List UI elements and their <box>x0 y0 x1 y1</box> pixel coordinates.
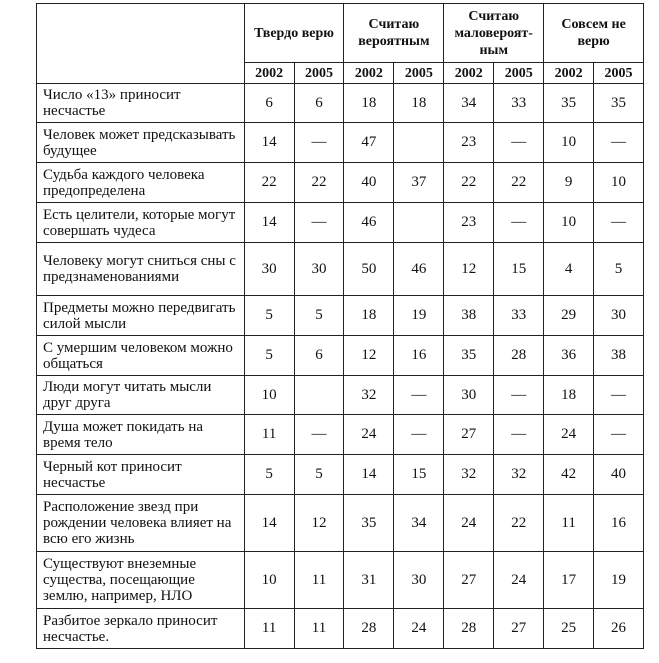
value-cell: 47 <box>344 123 394 163</box>
year-header: 2005 <box>494 63 544 84</box>
table-row <box>37 609 644 649</box>
value-cell: 24 <box>444 495 494 552</box>
row-label: Расположение звезд при рождении человека влияет на всю его жизнь <box>37 495 245 552</box>
value-cell: 11 <box>244 415 294 455</box>
value-cell: — <box>594 123 644 163</box>
value-cell: 10 <box>244 376 294 415</box>
table-row <box>37 552 644 609</box>
value-cell: 28 <box>344 609 394 649</box>
value-cell: 5 <box>294 455 344 495</box>
table-body <box>37 84 644 649</box>
value-cell: — <box>394 376 444 415</box>
row-label: Человек может предсказывать будущее <box>37 123 245 163</box>
value-cell: 9 <box>544 163 594 203</box>
value-cell: 31 <box>344 552 394 609</box>
year-header: 2002 <box>544 63 594 84</box>
value-cell: 35 <box>444 336 494 376</box>
value-cell: 25 <box>544 609 594 649</box>
value-cell: 23 <box>444 123 494 163</box>
value-cell: 5 <box>594 243 644 296</box>
value-cell: 6 <box>294 336 344 376</box>
value-cell: 10 <box>594 163 644 203</box>
value-cell: 28 <box>444 609 494 649</box>
table-row <box>37 243 644 296</box>
value-cell: 18 <box>544 376 594 415</box>
row-label: Число «13» приносит несчастье <box>37 84 245 123</box>
survey-table <box>36 3 644 649</box>
value-cell: 5 <box>244 296 294 336</box>
value-cell: 22 <box>494 163 544 203</box>
value-cell: 32 <box>344 376 394 415</box>
value-cell: 14 <box>344 455 394 495</box>
table-row <box>37 123 644 163</box>
value-cell: 24 <box>494 552 544 609</box>
value-cell: — <box>294 415 344 455</box>
value-cell: 30 <box>444 376 494 415</box>
value-cell: 5 <box>294 296 344 336</box>
value-cell: 24 <box>394 609 444 649</box>
value-cell: 27 <box>444 552 494 609</box>
value-cell: 22 <box>444 163 494 203</box>
table-row <box>37 84 644 123</box>
value-cell: 24 <box>344 415 394 455</box>
table-row <box>37 296 644 336</box>
value-cell: 40 <box>344 163 394 203</box>
value-cell: — <box>394 415 444 455</box>
value-cell: 38 <box>444 296 494 336</box>
value-cell: 10 <box>544 203 594 243</box>
year-header: 2002 <box>244 63 294 84</box>
value-cell: 22 <box>294 163 344 203</box>
table-row <box>37 376 644 415</box>
value-cell: — <box>494 415 544 455</box>
corner-cell <box>37 4 245 84</box>
row-label: Душа может покидать на время тело <box>37 415 245 455</box>
value-cell: 14 <box>244 495 294 552</box>
value-cell: 22 <box>494 495 544 552</box>
value-cell: 35 <box>544 84 594 123</box>
value-cell: — <box>494 203 544 243</box>
value-cell: — <box>494 376 544 415</box>
value-cell: 50 <box>344 243 394 296</box>
value-cell: 26 <box>594 609 644 649</box>
value-cell: 12 <box>344 336 394 376</box>
value-cell: 11 <box>294 609 344 649</box>
value-cell: 14 <box>244 123 294 163</box>
value-cell: 30 <box>244 243 294 296</box>
value-cell: — <box>594 203 644 243</box>
value-cell: 12 <box>444 243 494 296</box>
value-cell: 30 <box>594 296 644 336</box>
value-cell: 18 <box>344 296 394 336</box>
table-row <box>37 455 644 495</box>
value-cell: 33 <box>494 84 544 123</box>
value-cell: 14 <box>244 203 294 243</box>
row-label: Предметы можно передвигать силой мысли <box>37 296 245 336</box>
value-cell: 6 <box>244 84 294 123</box>
row-label: Человеку могут сниться сны с предзнаменованиями <box>37 243 245 296</box>
value-cell: — <box>594 415 644 455</box>
value-cell: 19 <box>394 296 444 336</box>
value-cell: 17 <box>544 552 594 609</box>
value-cell: 10 <box>544 123 594 163</box>
value-cell: 27 <box>444 415 494 455</box>
value-cell: 23 <box>444 203 494 243</box>
year-header: 2005 <box>294 63 344 84</box>
value-cell: 22 <box>244 163 294 203</box>
group-header: Считаю вероятным <box>344 4 444 63</box>
value-cell: 35 <box>594 84 644 123</box>
value-cell: — <box>494 123 544 163</box>
row-label: Судьба каждого человека предопределена <box>37 163 245 203</box>
row-label: С умершим человеком можно общаться <box>37 336 245 376</box>
value-cell: 15 <box>494 243 544 296</box>
group-header: Совсем не верю <box>544 4 644 63</box>
value-cell: — <box>294 123 344 163</box>
value-cell: 30 <box>294 243 344 296</box>
row-label: Существуют внеземные существа, посещающие землю, например, НЛО <box>37 552 245 609</box>
table-row <box>37 163 644 203</box>
value-cell: 34 <box>394 495 444 552</box>
value-cell: 5 <box>244 336 294 376</box>
row-label: Люди могут читать мысли друг друга <box>37 376 245 415</box>
group-header: Твердо верю <box>244 4 344 63</box>
table-row <box>37 203 644 243</box>
value-cell: 42 <box>544 455 594 495</box>
value-cell: 32 <box>494 455 544 495</box>
value-cell: 18 <box>344 84 394 123</box>
row-label: Разбитое зеркало приносит несчастье. <box>37 609 245 649</box>
value-cell: 11 <box>294 552 344 609</box>
value-cell: — <box>294 203 344 243</box>
value-cell: 32 <box>444 455 494 495</box>
value-cell <box>294 376 344 415</box>
value-cell: 29 <box>544 296 594 336</box>
value-cell: 6 <box>294 84 344 123</box>
value-cell: 40 <box>594 455 644 495</box>
value-cell: 19 <box>594 552 644 609</box>
year-header: 2002 <box>444 63 494 84</box>
value-cell: 46 <box>344 203 394 243</box>
value-cell: 4 <box>544 243 594 296</box>
year-header: 2005 <box>394 63 444 84</box>
value-cell: 10 <box>244 552 294 609</box>
value-cell: 15 <box>394 455 444 495</box>
value-cell: — <box>594 376 644 415</box>
value-cell: 5 <box>244 455 294 495</box>
value-cell: 28 <box>494 336 544 376</box>
group-header: Считаю маловероят-ным <box>444 4 544 63</box>
value-cell <box>394 123 444 163</box>
value-cell: 35 <box>344 495 394 552</box>
value-cell: 16 <box>394 336 444 376</box>
table-row <box>37 495 644 552</box>
value-cell: 16 <box>594 495 644 552</box>
value-cell: 12 <box>294 495 344 552</box>
value-cell <box>394 203 444 243</box>
value-cell: 33 <box>494 296 544 336</box>
value-cell: 11 <box>544 495 594 552</box>
row-label: Черный кот приносит несчастье <box>37 455 245 495</box>
year-header: 2005 <box>594 63 644 84</box>
value-cell: 36 <box>544 336 594 376</box>
value-cell: 34 <box>444 84 494 123</box>
table-row <box>37 336 644 376</box>
year-header: 2002 <box>344 63 394 84</box>
value-cell: 18 <box>394 84 444 123</box>
value-cell: 27 <box>494 609 544 649</box>
value-cell: 24 <box>544 415 594 455</box>
row-label: Есть целители, которые могут совершать чудеса <box>37 203 245 243</box>
table-row <box>37 415 644 455</box>
value-cell: 38 <box>594 336 644 376</box>
value-cell: 30 <box>394 552 444 609</box>
value-cell: 37 <box>394 163 444 203</box>
value-cell: 46 <box>394 243 444 296</box>
value-cell: 11 <box>244 609 294 649</box>
